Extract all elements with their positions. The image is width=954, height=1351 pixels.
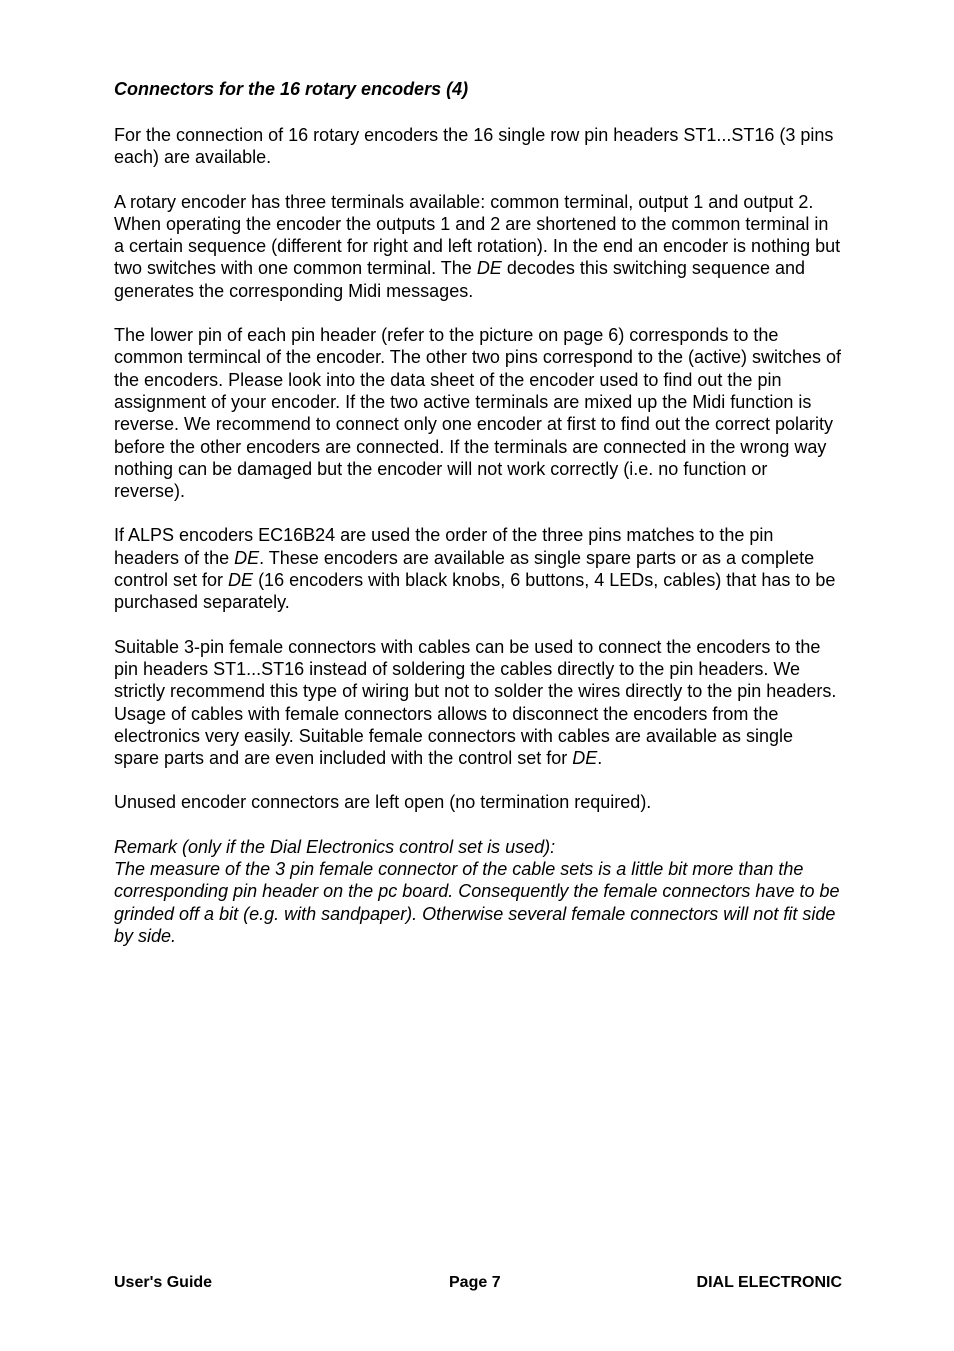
remark-title: Remark (only if the Dial Electronics control set is used): — [114, 836, 556, 857]
text-segment: . These encoders are available as single spare parts or as a complete control set for — [114, 547, 815, 591]
paragraph-connection: For the connection of 16 rotary encoders the 16 single row pin headers ST1...ST16 (3 pins each) are available. — [114, 125, 834, 168]
footer-page-number: Page 7 — [449, 1274, 501, 1291]
paragraph-female-connectors — [114, 636, 842, 770]
text-segment: A rotary encoder has three terminals available: common terminal, output 1 and output 2. When operating the encoder the outputs 1 and 2 are shortened to the common terminal in a certain sequence (different for right and left rotation). In the end an encoder is nothing but two switches with one common terminal. The — [114, 191, 841, 279]
de-abbrev: DE — [234, 547, 260, 568]
de-abbrev: DE — [572, 748, 598, 769]
text-segment: Suitable 3-pin female connectors with cables can be used to connect the encoders to the pin headers ST1...ST16 instead of soldering the cables directly to the pin headers. We strictly recommend this type of wiring but not to solder the wires directly to the pin headers. Usage of cables with female connectors allows to disconnect the encoders from the electronics very easily. Suitable female connectors with cables are available as single spare parts and are even included with the control set for — [114, 636, 837, 769]
text-segment: decodes this switching sequence and generates the corresponding Midi messages. — [114, 258, 806, 301]
footer-company: DIAL ELECTRONIC — [696, 1274, 842, 1291]
remark-block — [114, 836, 842, 947]
paragraph-rotary-encoder — [114, 191, 842, 302]
text-segment: . — [597, 748, 603, 769]
text-segment: If ALPS encoders EC16B24 are used the order of the three pins matches to the pin headers of the — [114, 525, 774, 568]
section-heading: Connectors for the 16 rotary encoders (4) — [114, 79, 469, 99]
paragraph-pin-assignment: The lower pin of each pin header (refer to the picture on page 6) corresponds to the common termincal of the encoder. The other two pins correspond to the (active) switches of the encoders. Please look into the data sheet of the encoder used to find out the pin assignment of your encoder. If the two active terminals are mixed up the Midi function is reverse. We recommend to connect only one encoder at first to find out the correct polarity before the other encoders are connected. If the terminals are connected in the wrong way nothing can be damaged but the encoder will not work correctly (i.e. no function or reverse). — [114, 325, 842, 502]
de-abbrev: DE — [228, 570, 254, 591]
paragraph-alps-encoders — [114, 524, 842, 613]
document-body — [114, 78, 842, 969]
footer-guide-title: User's Guide — [114, 1274, 213, 1291]
paragraph-unused-connectors: Unused encoder connectors are left open (no termination required). — [114, 792, 652, 813]
text-segment: (16 encoders with black knobs, 6 buttons, 4 LEDs, cables) that has to be purchased separately. — [114, 570, 836, 613]
remark-body: The measure of the 3 pin female connector of the cable sets is a little bit more than the corresponding pin header on the pc board. Consequently the female connectors have to be grinded off a bit (e.g. with sandpaper). Otherwise several female connectors will not fit side by side. — [114, 859, 840, 946]
de-abbrev: DE — [476, 258, 502, 279]
